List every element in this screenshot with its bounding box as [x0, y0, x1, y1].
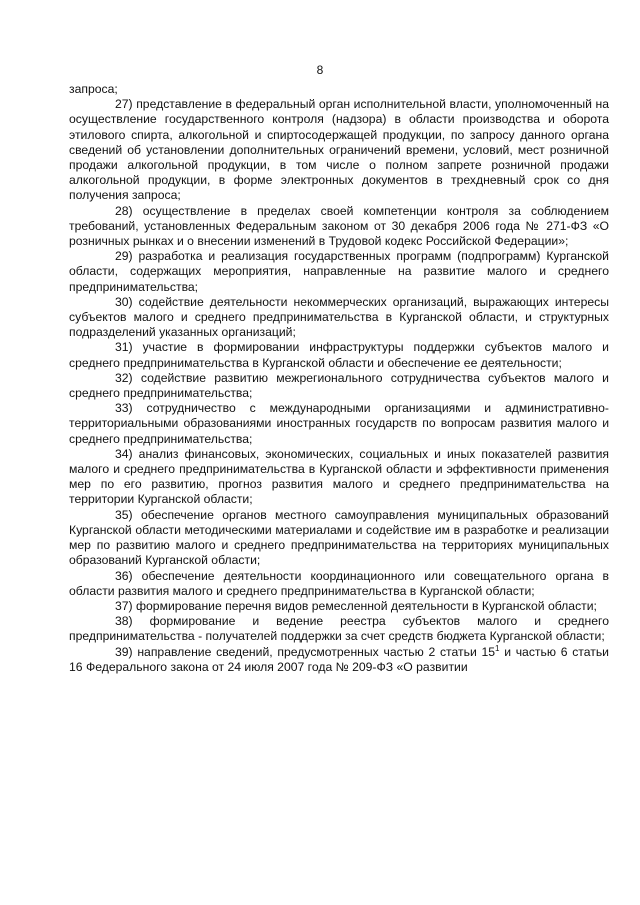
- paragraph-item-39-start: 39) направление сведений, предусмотренных частью 2 статьи 15: [115, 644, 496, 659]
- paragraph-item-36: 36) обеспечение деятельности координационного или совещательного органа в области развития малого и среднего предпринимательства в Курганской области;: [69, 568, 609, 598]
- page-number: 8: [316, 63, 324, 77]
- paragraph-item-30: 30) содействие деятельности некоммерческих организаций, выражающих интересы субъектов малого и среднего предпринимательства в Курганской области, и структурных подразделений указанных организаций;: [69, 294, 609, 340]
- paragraph-item-38: 38) формирование и ведение реестра субъектов малого и среднего предпринимательства - получателей поддержки за счет средств бюджета Курганской области;: [69, 614, 609, 644]
- paragraph-continuation: запроса;: [69, 82, 118, 96]
- document-body: [69, 82, 609, 675]
- paragraph-item-39: [69, 645, 609, 675]
- paragraph-item-32: 32) содействие развитию межрегионального сотрудничества субъектов малого и среднего предпринимательства;: [69, 370, 609, 401]
- paragraph-item-31: 31) участие в формировании инфраструктуры поддержки субъектов малого и среднего предпринимательства в Курганской области и обеспечение ее деятельности;: [69, 340, 609, 370]
- paragraph-item-35: 35) обеспечение органов местного самоуправления муниципальных образований Курганской области методическими материалами и содействие им в разработке и реализации мер по развитию малого и среднего предпринимательства на территориях муниципальных образований Курганской области;: [69, 507, 609, 568]
- paragraph-item-29: 29) разработка и реализация государственных программ (подпрограмм) Курганской области, содержащих мероприятия, направленные на развитие малого и среднего предпринимательства;: [69, 249, 609, 294]
- superscript-marker: 1: [495, 643, 500, 653]
- paragraph-item-34: 34) анализ финансовых, экономических, социальных и иных показателей развития малого и среднего предпринимательства в Курганской области и эффективности применения мер по его развитию, прогноз развития малого и среднего предпринимательства на территории Курганской области;: [69, 446, 609, 507]
- paragraph-item-33: 33) сотрудничество с международными организациями и административно-территориальными образованиями иностранных государств по вопросам развития малого и среднего предпринимательства;: [69, 401, 609, 446]
- paragraph-item-27: 27) представление в федеральный орган исполнительной власти, уполномоченный на осуществление государственного контроля (надзора) в области производства и оборота этилового спирта, алкогольной и спиртосодержащей продукции, по запросу данного органа сведений об установлении дополнительных ограничений времени, условий, мест розничной продажи алкогольной продукции, в том числе о полном запрете розничной продажи алкогольной продукции, в форме электронных документов в трехдневный срок со дня получения запроса;: [69, 97, 609, 203]
- paragraph-item-28: 28) осуществление в пределах своей компетенции контроля за соблюдением требований, установленных Федеральным законом от 30 декабря 2006 года № 271-ФЗ «О розничных рынках и о внесении изменений в Трудовой кодекс Российской Федерации»;: [69, 203, 609, 249]
- paragraph-item-37: 37) формирование перечня видов ремесленной деятельности в Курганской области;: [115, 598, 597, 613]
- paragraph-item-39-end: и частью 6 статьи 16 Федерального закона от 24 июля 2007 года № 209-ФЗ «О развитии: [69, 644, 609, 674]
